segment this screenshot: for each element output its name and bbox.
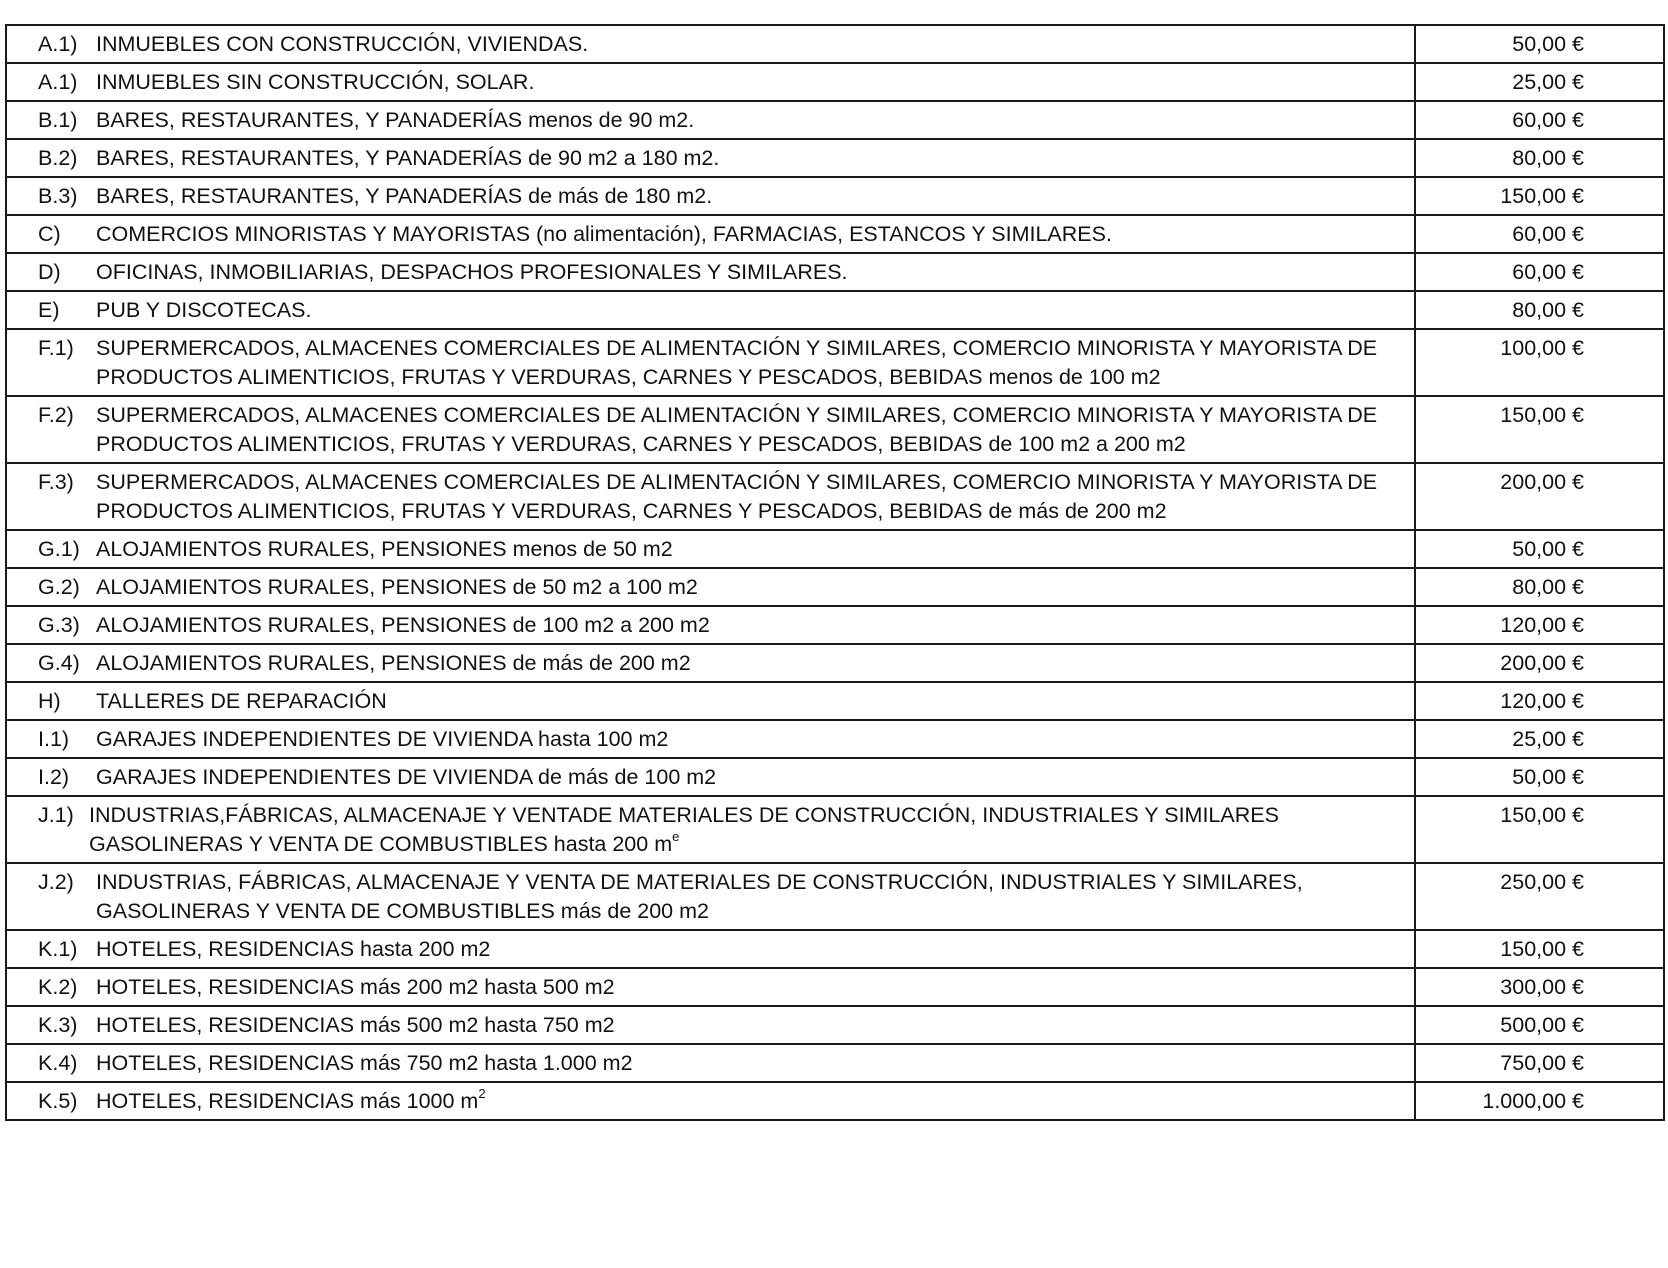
- table-cell-description: [6, 101, 1415, 139]
- table-cell-description: [6, 291, 1415, 329]
- tariff-code: B.3): [38, 184, 78, 208]
- table-row: [6, 177, 1664, 215]
- tariff-description: SUPERMERCADOS, ALMACENES COMERCIALES DE ALIMENTACIÓN Y SIMILARES, COMERCIO MINORISTA Y MAYORISTA DE PRODUCTOS ALIMENTICIOS, FRUTAS Y VERDURAS, CARNES Y PESCADOS, BEBIDAS menos de 100 m2: [96, 336, 1378, 389]
- tariff-amount: 120,00 €: [1415, 682, 1664, 720]
- tariff-description: HOTELES, RESIDENCIAS más 200 m2 hasta 500 m2: [96, 975, 615, 999]
- table-row: [6, 463, 1664, 530]
- tariff-amount: 25,00 €: [1415, 63, 1664, 101]
- table-cell-description: [6, 682, 1415, 720]
- table-cell-description: [6, 253, 1415, 291]
- tariff-amount: 250,00 €: [1415, 863, 1664, 930]
- table-cell-description: [6, 720, 1415, 758]
- table-row: [6, 758, 1664, 796]
- tariff-description: GARAJES INDEPENDIENTES DE VIVIENDA de más de 100 m2: [96, 765, 717, 789]
- tariff-description: INMUEBLES SIN CONSTRUCCIÓN, SOLAR.: [96, 70, 535, 94]
- tariff-description: PUB Y DISCOTECAS.: [96, 298, 312, 322]
- tariff-code: F.2): [38, 403, 74, 427]
- table-cell-description: [6, 606, 1415, 644]
- table-row: [6, 101, 1664, 139]
- tariff-amount: 150,00 €: [1415, 796, 1664, 863]
- table-cell-description: [6, 644, 1415, 682]
- table-row: [6, 253, 1664, 291]
- tariff-code: K.1): [38, 937, 78, 961]
- table-cell-description: [6, 796, 1415, 863]
- table-cell-description: [6, 1044, 1415, 1082]
- table-cell-description: [6, 930, 1415, 968]
- tariff-table-body: [6, 25, 1664, 1120]
- tariff-description: COMERCIOS MINORISTAS Y MAYORISTAS (no alimentación), FARMACIAS, ESTANCOS Y SIMILARES.: [96, 222, 1112, 246]
- table-cell-description: [6, 63, 1415, 101]
- table-cell-description: [6, 758, 1415, 796]
- tariff-description: SUPERMERCADOS, ALMACENES COMERCIALES DE ALIMENTACIÓN Y SIMILARES, COMERCIO MINORISTA Y MAYORISTA DE PRODUCTOS ALIMENTICIOS, FRUTAS Y VERDURAS, CARNES Y PESCADOS, BEBIDAS de más de 200 m2: [96, 470, 1378, 523]
- table-cell-description: [6, 329, 1415, 396]
- tariff-description: ALOJAMIENTOS RURALES, PENSIONES de 50 m2 a 100 m2: [96, 575, 698, 599]
- table-cell-description: [6, 396, 1415, 463]
- tariff-code: C): [38, 222, 61, 246]
- tariff-amount: 50,00 €: [1415, 530, 1664, 568]
- table-row: [6, 139, 1664, 177]
- tariff-amount: 150,00 €: [1415, 396, 1664, 463]
- tariff-amount: 60,00 €: [1415, 253, 1664, 291]
- tariff-description: ALOJAMIENTOS RURALES, PENSIONES de 100 m2 a 200 m2: [96, 613, 710, 637]
- table-cell-description: [6, 530, 1415, 568]
- tariff-amount: 50,00 €: [1415, 758, 1664, 796]
- tariff-description: [96, 1087, 1414, 1116]
- table-row: [6, 644, 1664, 682]
- tariff-code: E): [38, 298, 60, 322]
- tariff-description: BARES, RESTAURANTES, Y PANADERÍAS de 90 m2 a 180 m2.: [96, 146, 720, 170]
- tariff-code: J.1): [38, 803, 74, 827]
- table-cell-description: [6, 215, 1415, 253]
- tariff-description: BARES, RESTAURANTES, Y PANADERÍAS menos de 90 m2.: [96, 108, 695, 132]
- table-cell-description: [6, 463, 1415, 530]
- tariff-table: [5, 24, 1665, 1121]
- tariff-description: HOTELES, RESIDENCIAS más 750 m2 hasta 1.000 m2: [96, 1051, 633, 1075]
- table-row: [6, 396, 1664, 463]
- tariff-amount: 60,00 €: [1415, 215, 1664, 253]
- table-row: [6, 968, 1664, 1006]
- tariff-description: HOTELES, RESIDENCIAS hasta 200 m2: [96, 937, 491, 961]
- tariff-description: OFICINAS, INMOBILIARIAS, DESPACHOS PROFESIONALES Y SIMILARES.: [96, 260, 848, 284]
- table-row: [6, 63, 1664, 101]
- table-row: [6, 215, 1664, 253]
- tariff-code: D): [38, 260, 61, 284]
- table-row: [6, 682, 1664, 720]
- superscript: e: [672, 829, 680, 844]
- table-row: [6, 930, 1664, 968]
- tariff-description: BARES, RESTAURANTES, Y PANADERÍAS de más de 180 m2.: [96, 184, 713, 208]
- tariff-code: A.1): [38, 32, 78, 56]
- tariff-amount: 120,00 €: [1415, 606, 1664, 644]
- tariff-code: J.2): [38, 870, 74, 894]
- tariff-code: K.2): [38, 975, 78, 999]
- table-cell-description: [6, 968, 1415, 1006]
- table-cell-description: [6, 863, 1415, 930]
- tariff-code: F.1): [38, 336, 74, 360]
- tariff-amount: 100,00 €: [1415, 329, 1664, 396]
- tariff-code: G.1): [38, 537, 80, 561]
- table-row: [6, 291, 1664, 329]
- tariff-amount: 150,00 €: [1415, 930, 1664, 968]
- table-row: [6, 863, 1664, 930]
- table-cell-description: [6, 568, 1415, 606]
- table-row: [6, 1044, 1664, 1082]
- table-cell-description: [6, 139, 1415, 177]
- table-cell-description: [6, 177, 1415, 215]
- tariff-amount: 150,00 €: [1415, 177, 1664, 215]
- tariff-description: GARAJES INDEPENDIENTES DE VIVIENDA hasta 100 m2: [96, 727, 669, 751]
- tariff-code: A.1): [38, 70, 78, 94]
- table-cell-description: [6, 25, 1415, 63]
- tariff-description: ALOJAMIENTOS RURALES, PENSIONES de más de 200 m2: [96, 651, 691, 675]
- table-cell-description: [6, 1082, 1415, 1120]
- tariff-code: K.3): [38, 1013, 78, 1037]
- tariff-code: H): [38, 689, 61, 713]
- tariff-code: G.3): [38, 613, 80, 637]
- tariff-code: K.4): [38, 1051, 78, 1075]
- table-row: [6, 1082, 1664, 1120]
- table-row: [6, 720, 1664, 758]
- tariff-description-text: HOTELES, RESIDENCIAS más 1000 m: [96, 1089, 479, 1113]
- tariff-amount: 300,00 €: [1415, 968, 1664, 1006]
- tariff-amount: 60,00 €: [1415, 101, 1664, 139]
- table-row: [6, 606, 1664, 644]
- tariff-description: INDUSTRIAS, FÁBRICAS, ALMACENAJE Y VENTA DE MATERIALES DE CONSTRUCCIÓN, INDUSTRIALES Y SIMILARES, GASOLINERAS Y VENTA DE COMBUSTIBLES más de 200 m2: [96, 870, 1303, 923]
- tariff-amount: 750,00 €: [1415, 1044, 1664, 1082]
- tariff-amount: 80,00 €: [1415, 568, 1664, 606]
- table-row: [6, 530, 1664, 568]
- tariff-description-text: INDUSTRIAS,FÁBRICAS, ALMACENAJE Y VENTADE MATERIALES DE CONSTRUCCIÓN, INDUSTRIALES Y SIMILARES GASOLINERAS Y VENTA DE COMBUSTIBLES hasta 200 m: [89, 803, 1279, 856]
- table-row: [6, 329, 1664, 396]
- tariff-code: F.3): [38, 470, 74, 494]
- tariff-description: [89, 801, 1414, 859]
- table-cell-description: [6, 1006, 1415, 1044]
- tariff-amount: 80,00 €: [1415, 139, 1664, 177]
- tariff-code: I.2): [38, 765, 70, 789]
- tariff-amount: 200,00 €: [1415, 463, 1664, 530]
- tariff-code: I.1): [38, 727, 70, 751]
- tariff-amount: 1.000,00 €: [1415, 1082, 1664, 1120]
- table-row: [6, 1006, 1664, 1044]
- tariff-amount: 25,00 €: [1415, 720, 1664, 758]
- tariff-code: B.1): [38, 108, 78, 132]
- tariff-description: ALOJAMIENTOS RURALES, PENSIONES menos de 50 m2: [96, 537, 673, 561]
- tariff-description: SUPERMERCADOS, ALMACENES COMERCIALES DE ALIMENTACIÓN Y SIMILARES, COMERCIO MINORISTA Y MAYORISTA DE PRODUCTOS ALIMENTICIOS, FRUTAS Y VERDURAS, CARNES Y PESCADOS, BEBIDAS de 100 m2 a 200 m2: [96, 403, 1378, 456]
- tariff-amount: 500,00 €: [1415, 1006, 1664, 1044]
- table-row: [6, 568, 1664, 606]
- tariff-amount: 80,00 €: [1415, 291, 1664, 329]
- table-row: [6, 796, 1664, 863]
- tariff-amount: 200,00 €: [1415, 644, 1664, 682]
- tariff-description: INMUEBLES CON CONSTRUCCIÓN, VIVIENDAS.: [96, 32, 589, 56]
- tariff-description: HOTELES, RESIDENCIAS más 500 m2 hasta 750 m2: [96, 1013, 615, 1037]
- tariff-code: G.4): [38, 651, 80, 675]
- table-row: [6, 25, 1664, 63]
- tariff-code: G.2): [38, 575, 80, 599]
- tariff-amount: 50,00 €: [1415, 25, 1664, 63]
- tariff-code: B.2): [38, 146, 78, 170]
- tariff-description: TALLERES DE REPARACIÓN: [96, 689, 387, 713]
- tariff-code: K.5): [38, 1089, 78, 1113]
- superscript: 2: [478, 1086, 486, 1101]
